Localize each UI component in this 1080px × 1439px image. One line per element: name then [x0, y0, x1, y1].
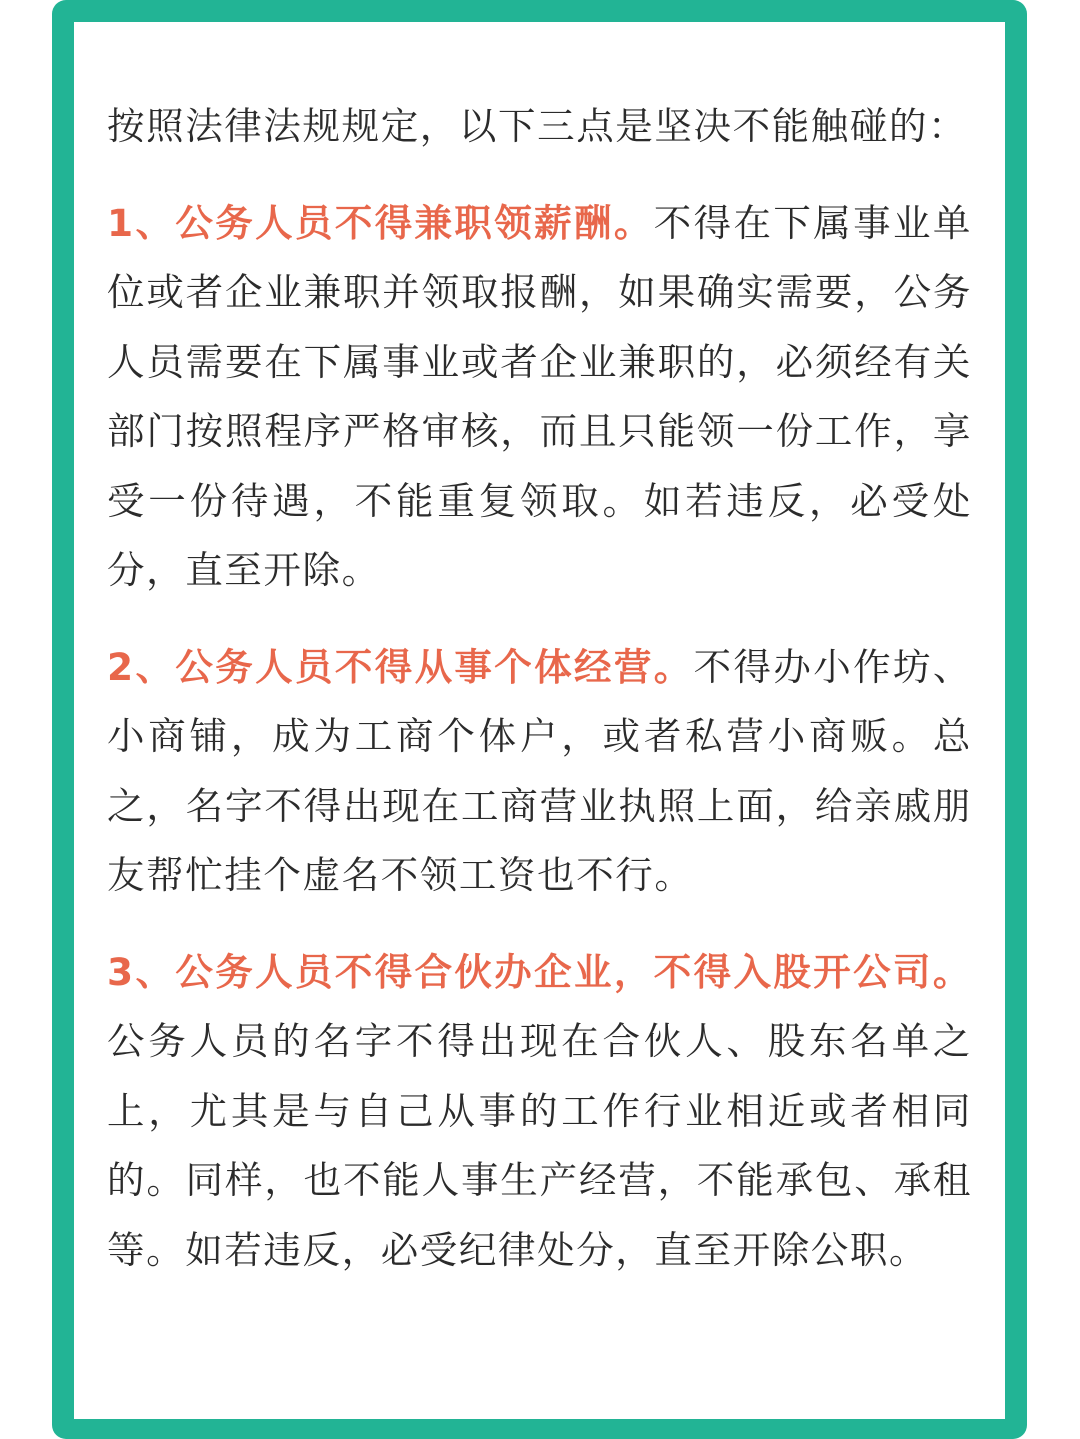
rule-item-2 — [107, 633, 972, 911]
content-sheet — [74, 22, 1005, 1419]
intro-paragraph: 按照法律法规规定，以下三点是坚决不能触碰的： — [107, 104, 968, 148]
rule-body-1: 不得在下属事业单位或者企业兼职并领取报酬，如果确实需要，公务人员需要在下属事业或者企业兼职的，必须经有关部门按照程序严格审核，而且只能领一份工作，享受一份待遇，不能重复领取。如若违反，必受处分，直至开除。 — [107, 200, 972, 592]
rule-heading-2: 2、公务人员不得从事个体经营。 — [107, 644, 694, 689]
rule-item-1 — [107, 189, 972, 606]
rule-heading-1: 1、公务人员不得兼职领薪酬。 — [107, 200, 654, 245]
rule-item-3 — [107, 938, 972, 1286]
rule-body-3: 公务人员的名字不得出现在合伙人、股东名单之上，尤其是与自己从事的工作行业相近或者相同的。同样，也不能人事生产经营，不能承包、承租等。如若违反，必受纪律处分，直至开除公职。 — [107, 1019, 972, 1272]
rule-body-2: 不得办小作坊、小商铺，成为工商个体户，或者私营小商贩。总之，名字不得出现在工商营业执照上面，给亲戚朋友帮忙挂个虚名不领工资也不行。 — [107, 644, 973, 897]
rule-heading-3: 3、公务人员不得合伙办企业，不得入股开公司。 — [107, 949, 972, 994]
green-card-frame — [52, 0, 1027, 1439]
